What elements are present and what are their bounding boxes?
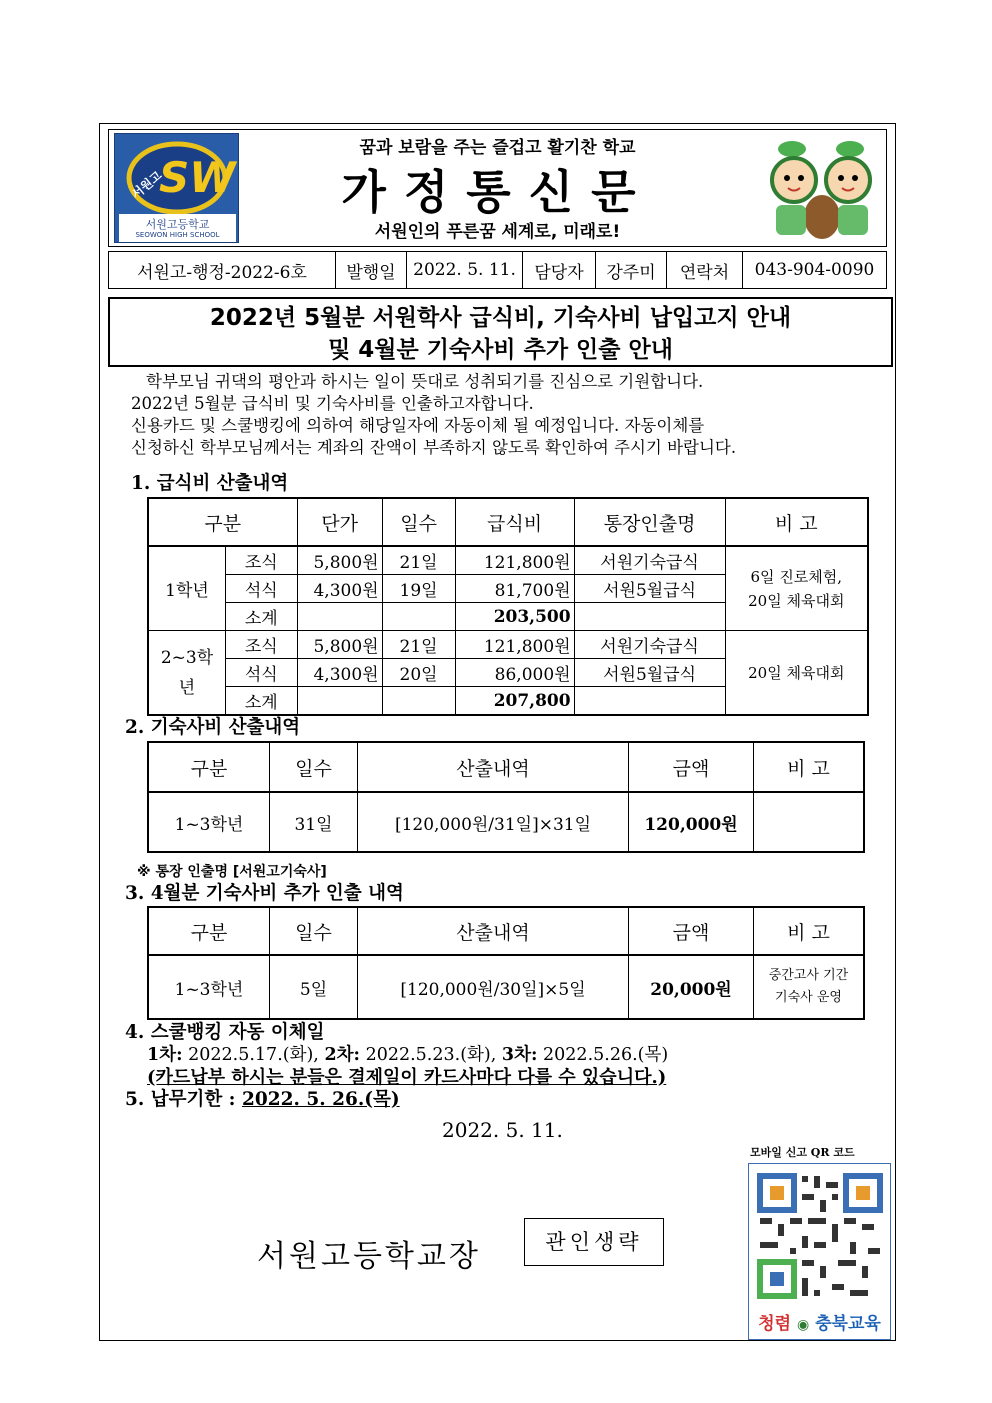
contact-number: 043-904-0090 [743,252,887,289]
payment-deadline: 2022. 5. 26.(목) [241,1089,400,1110]
subtotal-amount: 207,800 [455,687,574,716]
th-category: 구분 [148,907,270,955]
th-amount: 금액 [629,742,754,792]
principal-name: 서원고등학교장 [257,1239,481,1274]
th-meal-fee: 급식비 [455,498,574,546]
amount: 20,000원 [629,955,754,1019]
document-number: 서원고-행정-2022-6호 [109,252,336,289]
d3-date: 2022.5.26.(목) [543,1045,669,1065]
days: 5일 [270,955,358,1019]
table-row [148,792,864,852]
th-calculation: 산출내역 [358,907,629,955]
intro-paragraph-3a: 신용카드 및 스쿨뱅킹에 의하여 해당일자에 자동이체 될 예정입니다. 자동이체를 [131,416,705,435]
unit-price: 4,300원 [297,659,382,687]
subtotal-label: 소계 [226,603,298,631]
grade-2-3-label [148,631,226,716]
dorm-fee-table [147,741,865,853]
section-1-title: 1. 급식비 산출내역 [131,473,289,494]
school-logo [114,133,239,243]
document-info-table [108,251,887,289]
official-seal-omitted: 관인생략 [524,1218,664,1266]
meal-type: 조식 [226,631,298,659]
account-name: 서원기숙급식 [574,631,725,659]
contact-label: 연락처 [667,252,743,289]
empty-cell [297,687,382,716]
grade-1-note-line1: 6일 진로체험, [750,567,843,586]
unit-price: 5,800원 [297,631,382,659]
intro-paragraph-1: 학부모님 귀댁의 평안과 하시는 일이 뜻대로 성취되기를 진심으로 기원합니다. [146,372,704,391]
days: 19일 [382,575,455,603]
note [754,792,865,852]
svg-text:SW: SW [159,153,236,202]
account-name: 서원5월급식 [574,659,725,687]
subtotal-label: 소계 [226,687,298,716]
meal-fee: 121,800원 [455,546,574,575]
grade-1-note-line2: 20일 체육대회 [748,591,845,610]
grade-2-3-label-line1: 2~3학 [160,647,214,668]
account-name: 서원기숙급식 [574,546,725,575]
bottom-issue-date: 2022. 5. 11. [442,1118,563,1142]
th-days: 일수 [270,742,358,792]
calculation: [120,000원/31일]×31일 [358,792,629,852]
empty-cell [382,687,455,716]
circle-logo-icon: ◉ [796,1317,810,1333]
table-row [148,546,868,575]
meal-type: 조식 [226,546,298,575]
empty-cell [382,603,455,631]
school-slogan: 서원인의 푸른꿈 세계로, 미래로! [374,222,621,242]
d3-label: 3차: [501,1045,538,1065]
th-account-name: 통장인출명 [574,498,725,546]
empty-cell [574,687,725,716]
qr-code-icon[interactable] [750,1166,890,1306]
grade-2-3-label-line2: 년 [178,677,196,698]
dorm-account-footnote: ※ 통장 인출명 [서원고기숙사] [137,864,327,880]
days: 20일 [382,659,455,687]
meal-type: 석식 [226,575,298,603]
th-note: 비 고 [754,907,865,955]
section-4-title: 4. 스쿨뱅킹 자동 이체일 [125,1022,325,1043]
mascot-image [762,135,882,243]
subtotal-amount: 203,500 [455,603,574,631]
page-title: 가정통신문 [341,165,654,219]
note-line1: 중간고사 기간 [768,968,849,983]
section-2-title: 2. 기숙사비 산출내역 [125,717,301,738]
d2-date: 2022.5.23.(화), [365,1045,497,1065]
manager-name: 강주미 [596,252,667,289]
grade-1-label: 1학년 [148,546,226,631]
card-payment-note: (카드납부 하시는 분들은 결제일이 카드사마다 다를 수 있습니다.) [147,1067,667,1088]
qr-label: 모바일 신고 QR 코드 [750,1146,855,1159]
qr-brand [751,1309,888,1334]
grade-2-3-note: 20일 체육대회 [725,631,868,716]
issue-date-label: 발행일 [336,252,407,289]
qr-brand-1: 청렴 [758,1314,792,1334]
meal-fee: 86,000원 [455,659,574,687]
intro-paragraph-2: 2022년 5월분 급식비 및 기숙사비를 인출하고자합니다. [131,394,534,413]
logo-school-eng: SEOWON HIGH SCHOOL [135,231,220,239]
intro-paragraph-3b: 신청하신 학부모님께서는 계좌의 잔액이 부족하지 않도록 확인하여 주시기 바랍니다. [131,438,737,457]
qr-code-box [748,1163,891,1340]
d2-label: 2차: [324,1045,360,1065]
empty-cell [574,603,725,631]
section-5-title: 5. 납무기한 : [125,1089,236,1110]
school-motto: 꿈과 보람을 주는 즐겁고 활기찬 학교 [359,138,636,158]
th-category: 구분 [148,742,270,792]
th-note: 비 고 [725,498,868,546]
days: 21일 [382,631,455,659]
meal-fee: 81,700원 [455,575,574,603]
document-title-line1: 2022년 5월분 서원학사 급식비, 기숙사비 납입고지 안내 [209,305,792,331]
table-row [148,631,868,659]
logo-text: 서원고 [128,168,165,202]
unit-price: 4,300원 [297,575,382,603]
d1-date: 2022.5.17.(화), [188,1045,319,1065]
amount: 120,000원 [629,792,754,852]
calculation: [120,000원/30일]×5일 [358,955,629,1019]
grade: 1~3학년 [148,792,270,852]
logo-school-name: 서원고등학교 [145,218,210,231]
d1-label: 1차: [147,1045,183,1065]
document-title-line2: 및 4월분 기숙사비 추가 인출 안내 [328,337,673,363]
th-days: 일수 [270,907,358,955]
grade: 1~3학년 [148,955,270,1019]
table-row [148,955,864,1019]
extra-dorm-fee-table [147,906,865,1020]
meal-fee-table [147,497,869,716]
manager-label: 담당자 [523,252,596,289]
th-amount: 금액 [629,907,754,955]
note [754,955,865,1019]
meal-fee: 121,800원 [455,631,574,659]
th-category: 구분 [148,498,297,546]
days: 21일 [382,546,455,575]
issue-date: 2022. 5. 11. [407,252,523,289]
section-5 [125,1085,400,1111]
account-name: 서원5월급식 [574,575,725,603]
th-calculation: 산출내역 [358,742,629,792]
th-unit-price: 단가 [297,498,382,546]
th-note: 비 고 [754,742,865,792]
mascot-icon [762,135,882,243]
note-line2: 기숙사 운영 [775,990,842,1005]
unit-price: 5,800원 [297,546,382,575]
document-title [108,297,893,367]
qr-brand-2: 충북교육 [815,1314,881,1334]
th-days: 일수 [382,498,455,546]
days: 31일 [270,792,358,852]
empty-cell [297,603,382,631]
meal-type: 석식 [226,659,298,687]
section-3-title: 3. 4월분 기숙사비 추가 인출 내역 [125,883,404,904]
grade-1-note [725,546,868,631]
